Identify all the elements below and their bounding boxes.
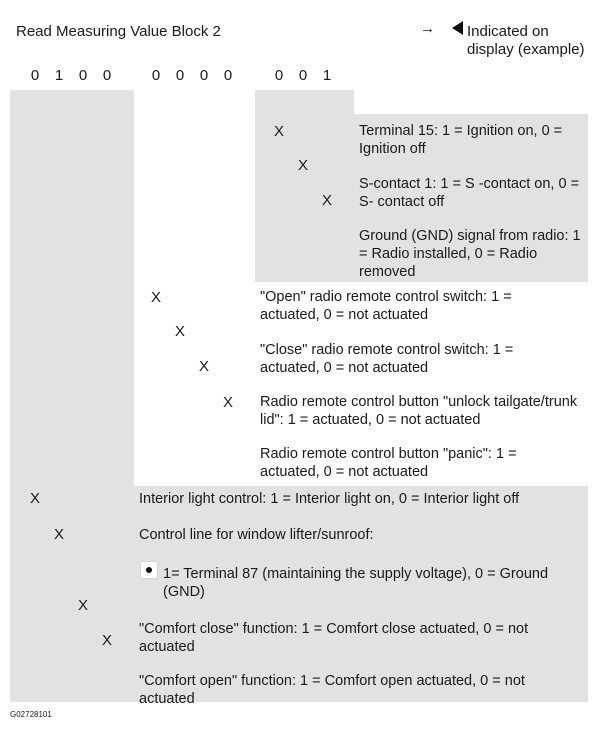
x-mark: X	[29, 490, 40, 507]
digit: 0	[199, 67, 209, 84]
block1-column-shade	[10, 90, 134, 702]
x-mark: X	[273, 123, 284, 140]
unlock-tailgate-description: Radio remote control button "unlock tailgate/trunk lid": 1 = actuated, 0 = not actuated	[260, 394, 578, 428]
digit: 0	[151, 67, 161, 84]
x-mark: X	[198, 358, 209, 375]
control-line-description: Control line for window lifter/sunroof:	[139, 527, 374, 543]
digit: 0	[102, 67, 112, 84]
page-title: Read Measuring Value Block 2	[16, 23, 221, 40]
digit: 1	[54, 67, 64, 84]
digit: 0	[78, 67, 88, 84]
bullet-icon	[141, 562, 157, 578]
x-mark: X	[321, 192, 332, 209]
panic-button-description: Radio remote control button "panic": 1 = actuated, 0 = not actuated	[260, 446, 517, 480]
terminal-87-description: 1= Terminal 87 (maintaining the supply voltage), 0 = Ground (GND)	[163, 566, 549, 600]
x-mark: X	[150, 289, 161, 306]
digit: 0	[298, 67, 308, 84]
x-mark: X	[101, 632, 112, 649]
digit: 1	[322, 67, 332, 84]
x-mark: X	[174, 323, 185, 340]
triangle-left-icon	[452, 21, 463, 35]
x-mark: X	[53, 526, 64, 543]
arrow-right-icon: →	[420, 20, 435, 37]
digit: 0	[175, 67, 185, 84]
x-mark: X	[297, 157, 308, 174]
x-mark: X	[77, 597, 88, 614]
x-mark: X	[222, 394, 233, 411]
block3-column-shade	[255, 90, 354, 114]
indicated-on-display-label: Indicated on display (example)	[467, 23, 585, 58]
interior-light-description: Interior light control: 1 = Interior light on, 0 = Interior light off	[139, 491, 520, 507]
figure-code: G02728101	[10, 710, 52, 719]
ground-signal-description: Ground (GND) signal from radio: 1 = Radio installed, 0 = Radio removed	[359, 228, 581, 280]
digit: 0	[223, 67, 233, 84]
s-contact-description: S-contact 1: 1 = S -contact on, 0 = S- contact off	[359, 176, 580, 210]
close-switch-description: "Close" radio remote control switch: 1 = actuated, 0 = not actuated	[260, 342, 514, 376]
digit: 0	[30, 67, 40, 84]
digit: 0	[274, 67, 284, 84]
comfort-close-description: "Comfort close" function: 1 = Comfort close actuated, 0 = not actuated	[139, 621, 529, 655]
open-switch-description: "Open" radio remote control switch: 1 = actuated, 0 = not actuated	[260, 289, 512, 323]
comfort-open-description: "Comfort open" function: 1 = Comfort open actuated, 0 = not actuated	[139, 673, 525, 707]
terminal-15-description: Terminal 15: 1 = Ignition on, 0 = Ignition off	[359, 123, 563, 157]
